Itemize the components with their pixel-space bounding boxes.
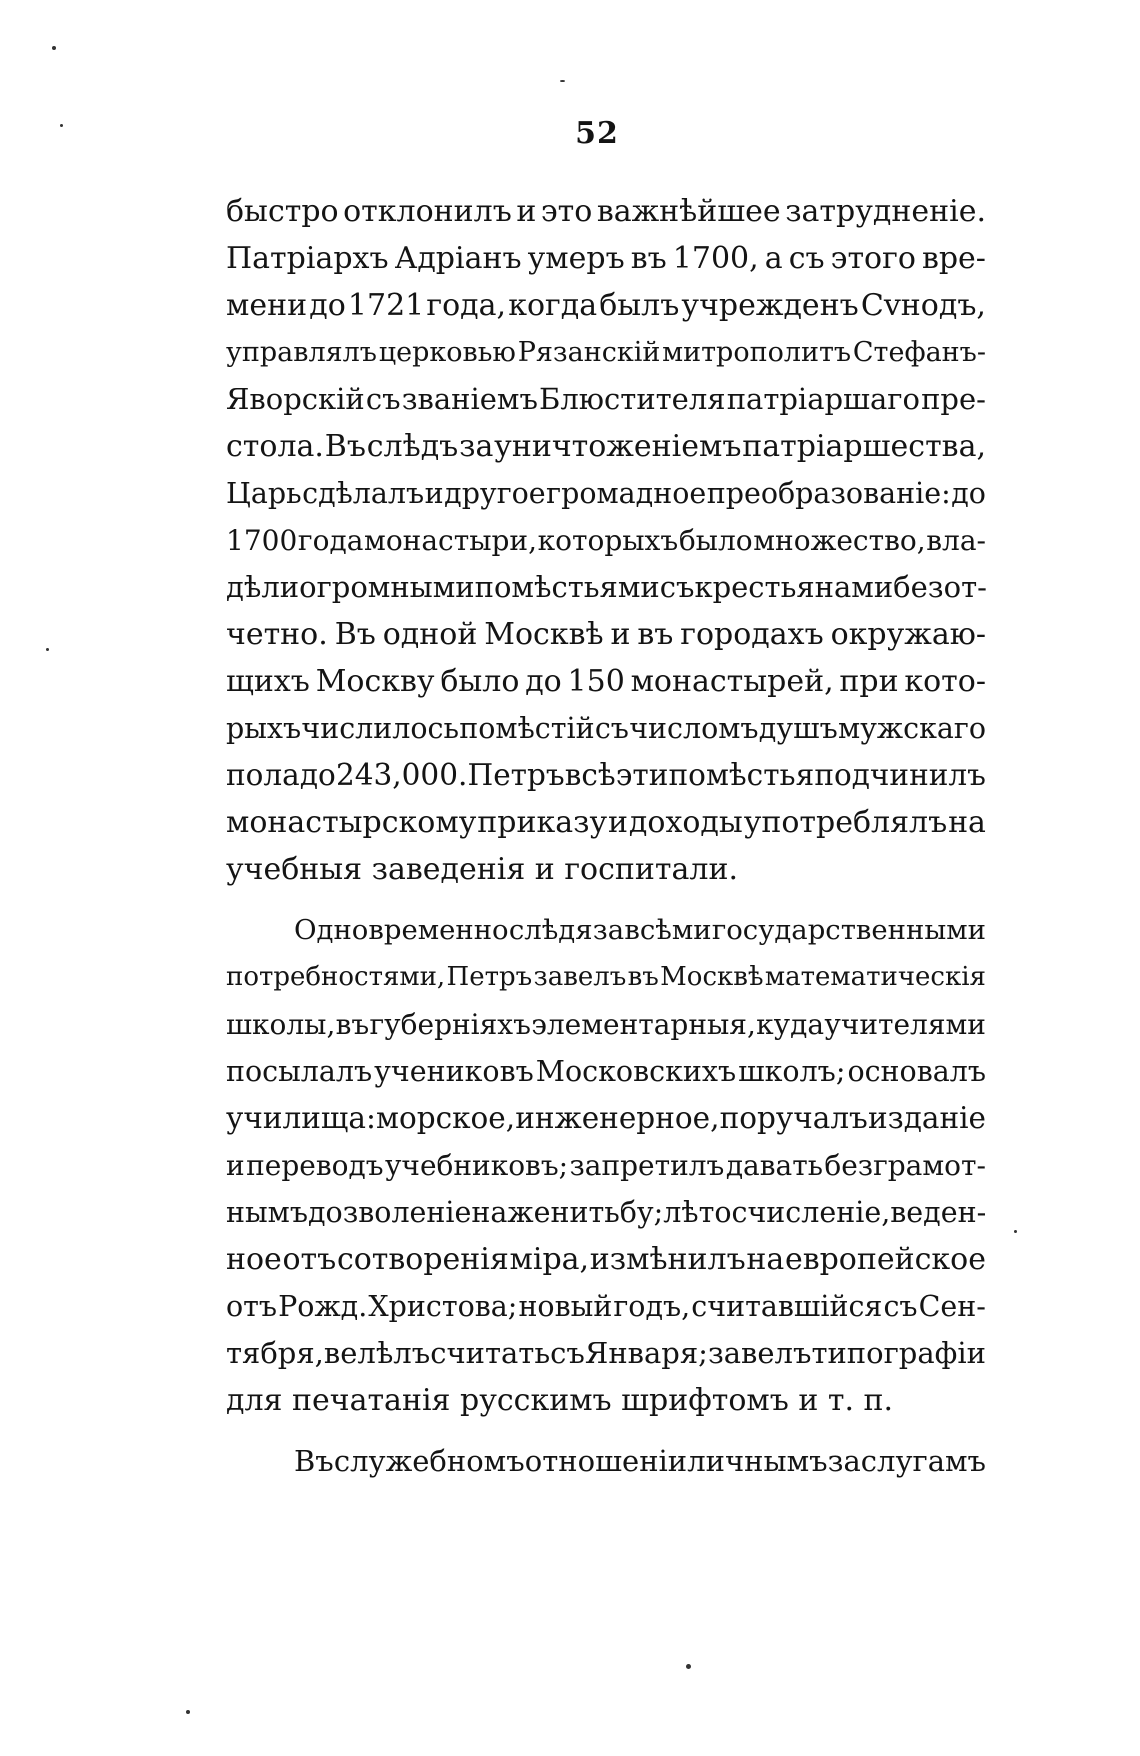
text-line: отъ Рожд. Христова; новый годъ, считавшійся съ Сен- xyxy=(226,1290,986,1323)
text-line: учебныя заведенія и госпитали. xyxy=(226,852,738,887)
page-number: 52 xyxy=(575,116,619,151)
text-line: дѣли огромными помѣстьями съ крестьянами безот- xyxy=(226,570,987,604)
text-line: тября, велѣлъ считать съ Января; завелъ типографіи xyxy=(226,1336,986,1370)
text-line: быстро отклонилъ и это важнѣйшее затрудненіе. xyxy=(226,194,986,229)
text-line: училища: морское, инженерное, поручалъ изданіе xyxy=(226,1101,986,1135)
text-line: школы, въ губерніяхъ элементарныя, куда учителями xyxy=(226,1008,986,1041)
text-line: Въ служебномъ отношеніи личнымъ заслугамъ xyxy=(294,1444,986,1478)
text-line: Одновременно слѣдя за всѣми государственными xyxy=(294,914,986,946)
scan-speck xyxy=(186,1710,190,1714)
scan-speck xyxy=(560,80,565,82)
text-line: ное отъ сотворенія міра, измѣнилъ на европейское xyxy=(226,1242,986,1277)
text-line: Яворскій съ званіемъ Блюстителя патріаршаго пре- xyxy=(226,382,986,416)
scan-speck xyxy=(52,46,56,50)
paragraph-3 xyxy=(226,1438,986,1485)
text-body xyxy=(226,188,986,1485)
scan-speck xyxy=(686,1664,691,1669)
text-line: потребностями, Петръ завелъ въ Москвѣ математическія xyxy=(226,962,986,992)
paragraph-1 xyxy=(226,188,986,893)
text-line: стола. Въ слѣдъ за уничтоженіемъ патріаршества, xyxy=(226,429,986,464)
text-line: Царь сдѣлалъ и другое громадное преобразованіе: до xyxy=(226,477,986,510)
text-line: четно. Въ одной Москвѣ и въ городахъ окружаю- xyxy=(226,617,986,652)
text-line: посылалъ учениковъ Московскихъ школъ; основалъ xyxy=(226,1055,986,1088)
text-line: пола до 243,000. Петръ всѣ эти помѣстья подчинилъ xyxy=(226,758,986,792)
text-line: мени до 1721 года, когда былъ учрежденъ Сvнодъ, xyxy=(226,288,986,323)
text-line: рыхъ числилось помѣстій съ числомъ душъ мужскаго xyxy=(226,712,986,745)
paragraph-2 xyxy=(226,907,986,1424)
text-line: 1700 года монастыри, которыхъ было множество, вла- xyxy=(226,524,986,557)
scan-speck xyxy=(1014,1230,1017,1233)
scan-speck xyxy=(46,648,49,651)
text-line: нымъ дозволеніе на женитьбу; лѣтосчисленіе, веден- xyxy=(226,1196,987,1229)
text-line: Патріархъ Адріанъ умеръ въ 1700, а съ этого вре- xyxy=(226,241,986,276)
text-line: щихъ Москву было до 150 монастырей, при кото- xyxy=(226,664,986,699)
text-line: управлялъ церковью Рязанскій митрополитъ Стефанъ- xyxy=(226,337,986,368)
text-line: и переводъ учебниковъ; запретилъ давать безграмот- xyxy=(226,1149,986,1182)
text-line: монастырскому приказу и доходы употреблялъ на xyxy=(226,805,986,840)
text-line: для печатанія русскимъ шрифтомъ и т. п. xyxy=(226,1383,894,1418)
scan-speck xyxy=(60,124,63,127)
